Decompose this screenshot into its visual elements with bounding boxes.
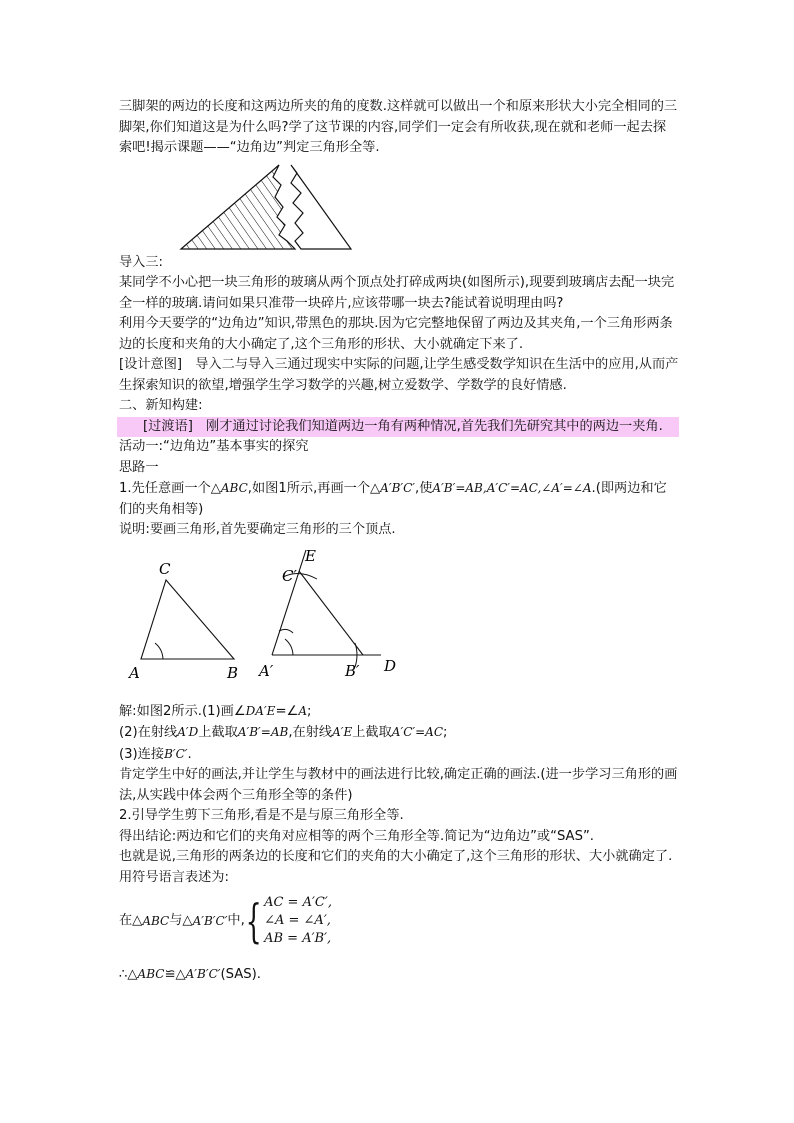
- angle-arc-a: [155, 643, 163, 659]
- paragraph-tripod: 三脚架的两边的长度和这两边所夹的角的度数.这样就可以做出一个和原来形状大小完全相同的三脚架,你们知道这是为什么吗?学了这节课的内容,同学们一定会有所收获,现在就和老师一起去探索吧!揭示课题——“边角边”判定三角形全等.: [119, 99, 678, 155]
- glass-piece-right: [291, 165, 351, 249]
- paragraph-affirm: 肯定学生中好的画法,并让学生与教材中的画法进行比较,确定正确的画法.(进一步学习三角形的画法,从实践中体会两个三角形全等的条件): [119, 767, 678, 803]
- heading-intro3: 导入三:: [119, 254, 164, 270]
- paragraph-congruence: ∴△ABC≌△A′B′C′(SAS).: [119, 967, 261, 982]
- equation-list: [264, 894, 332, 948]
- segment-b-c: [299, 571, 363, 655]
- paragraph-glass-problem: 某同学不小心把一块三角形的玻璃从两个顶点处打碎成两块(如图所示),现要到玻璃店去配一块完全一样的玻璃.请问如果只准带一块碎片,应该带哪一块去?能试着说明理由吗?: [119, 275, 675, 311]
- arc-mark-angle: [285, 639, 293, 655]
- equation-1: AC = A′C′,: [264, 895, 332, 910]
- label-c-prime: C′: [282, 566, 297, 585]
- triangle-figures: [119, 547, 679, 697]
- paragraph-design-intent: [设计意图] 导入二与导入三通过现实中实际的问题,让学生感受数学知识在生活中的应用,从而产生探索知识的欲望,增强学生学习数学的兴趣,树立爱数学、学数学的良好情感.: [119, 357, 679, 393]
- left-brace: {: [245, 894, 262, 948]
- heading-idea1: 思路一: [119, 459, 159, 475]
- paragraph-explanation: 也就是说,三角形的两条边的长度和它们的夹角的大小确定了,这个三角形的形状、大小就确定了.: [119, 849, 673, 864]
- label-a-prime: A′: [259, 661, 274, 680]
- paragraph-conclusion: 得出结论:两边和它们的夹角对应相等的两个三角形全等.简记为“边角边”或“SAS”.: [119, 828, 594, 844]
- glass-piece-left: [181, 165, 295, 249]
- equation-3: AB = A′B′,: [264, 931, 332, 946]
- label-d: D: [384, 656, 397, 675]
- heading-activity1: 活动一:“边角边”基本事实的探究: [119, 439, 309, 454]
- ray-a-e: [272, 550, 306, 655]
- label-e: E: [305, 546, 316, 565]
- broken-glass-svg: [179, 161, 359, 253]
- label-c: C: [159, 559, 171, 578]
- triangle-figures-svg: [119, 547, 419, 697]
- document-body: [119, 97, 679, 986]
- paragraph-symbolic: 用符号语言表述为:: [119, 869, 229, 885]
- paragraph-solution-3: (3)连接B′C′.: [119, 746, 192, 762]
- equation-2: ∠A = ∠A′,: [264, 913, 331, 928]
- paragraph-solution-2: (2)在射线A′D上截取A′B′=AB,在射线A′E上截取A′C′=AC;: [119, 725, 448, 740]
- label-a: A: [129, 663, 140, 682]
- paragraph-glass-answer: 利用今天要学的“边角边”知识,带黑色的那块.因为它完整地保留了两边及其夹角,一个三角形两条边的长度和夹角的大小确定了,这个三角形的形状、大小就确定下来了.: [119, 316, 673, 352]
- paragraph-step1: 1.先任意画一个△ABC,如图1所示,再画一个△A′B′C′,使A′B′=AB,A′C′=AC,∠A′=∠A.(即两边和它们的夹角相等): [119, 481, 667, 517]
- label-b: B: [227, 663, 239, 682]
- equation-system: 在△ ABC 与△ A′B′C′ 中, { AC = A′C′, ∠A = ∠A′, AB = A′B′,: [119, 894, 332, 948]
- label-b-prime: B′: [345, 661, 360, 680]
- arc-mark-angle-tick: [279, 629, 293, 633]
- paragraph-note: 说明:要画三角形,首先要确定三角形的三个顶点.: [119, 522, 396, 537]
- paragraph-step2: 2.引导学生剪下三角形,看是不是与原三角形全等.: [119, 808, 404, 823]
- paragraph-solution-1: 解:如图2所示.(1)画∠DA′E=∠A;: [119, 703, 312, 719]
- transition-highlight: [过渡语] 刚才通过讨论我们知道两边一角有两种情况,首先我们先研究其中的两边一夹角.: [117, 417, 679, 438]
- broken-glass-figure: [119, 161, 679, 253]
- heading-section2: 二、新知构建:: [119, 398, 203, 413]
- triangle-abc: [141, 580, 234, 659]
